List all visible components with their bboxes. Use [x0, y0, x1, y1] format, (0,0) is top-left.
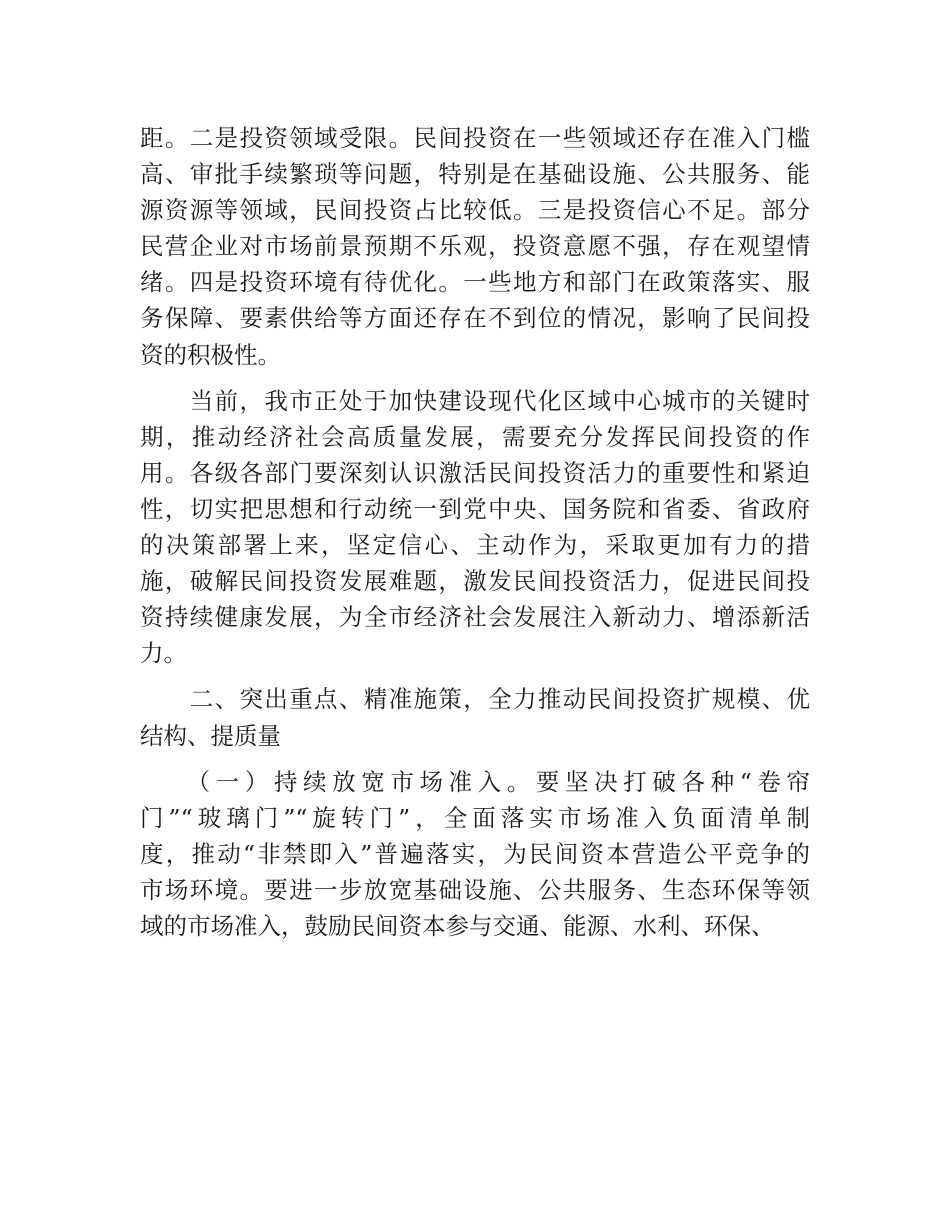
paragraph — [140, 120, 810, 373]
paragraph-line: 域的市场准入，鼓励民间资本参与交通、能源、水利、环保、 — [140, 911, 775, 940]
paragraph-line: 资的积极性。 — [140, 340, 281, 369]
paragraph-line: 当前，我市正处于加快建设现代化区域中心城市的关键时 — [140, 386, 810, 415]
paragraph-line: 门”“玻璃门”“旋转门”，全面落实市场准入负面清单制 — [140, 803, 810, 832]
paragraph-line: 结构、提质量 — [140, 721, 281, 750]
paragraph-line: 务保障、要素供给等方面还存在不到位的情况，影响了民间投 — [140, 304, 810, 333]
paragraph-line: 绪。四是投资环境有待优化。一些地方和部门在政策落实、服 — [140, 268, 810, 297]
paragraph-line: 用。各级各部门要深刻认识激活民间投资活力的重要性和紧迫 — [140, 458, 810, 487]
paragraph-line: 性，切实把思想和行动统一到党中央、国务院和省委、省政府 — [140, 494, 810, 523]
paragraph-line: 的决策部署上来，坚定信心、主动作为，采取更加有力的措 — [140, 531, 810, 560]
paragraph-line: 期，推动经济社会高质量发展，需要充分发挥民间投资的作 — [140, 422, 810, 451]
paragraph-line: 民营企业对市场前景预期不乐观，投资意愿不强，存在观望情 — [140, 232, 810, 261]
paragraph-line: 施，破解民间投资发展难题，激发民间投资活力，促进民间投 — [140, 567, 810, 596]
paragraph-line: 源资源等领域，民间投资占比较低。三是投资信心不足。部分 — [140, 196, 810, 225]
paragraph-line: 高、审批手续繁琐等问题，特别是在基础设施、公共服务、能 — [140, 160, 810, 189]
paragraph-line: 距。二是投资领域受限。民间投资在一些领域还存在准入门槛 — [140, 124, 810, 152]
paragraph — [140, 681, 810, 753]
paragraph-line: 资持续健康发展，为全市经济社会发展注入新动力、增添新活 — [140, 603, 810, 632]
document-body — [140, 120, 810, 954]
paragraph-line: （一）持续放宽市场准入。要坚决打破各种“卷帘 — [140, 767, 810, 796]
paragraph-line: 市场环境。要进一步放宽基础设施、公共服务、生态环保等领 — [140, 875, 810, 904]
paragraph — [140, 764, 810, 944]
paragraph-line: 度，推动“非禁即入”普遍落实，为民间资本营造公平竞争的 — [140, 839, 810, 868]
paragraph — [140, 383, 810, 672]
paragraph-line: 二、突出重点、精准施策，全力推动民间投资扩规模、优 — [140, 685, 810, 714]
paragraph-line: 力。 — [140, 639, 187, 668]
